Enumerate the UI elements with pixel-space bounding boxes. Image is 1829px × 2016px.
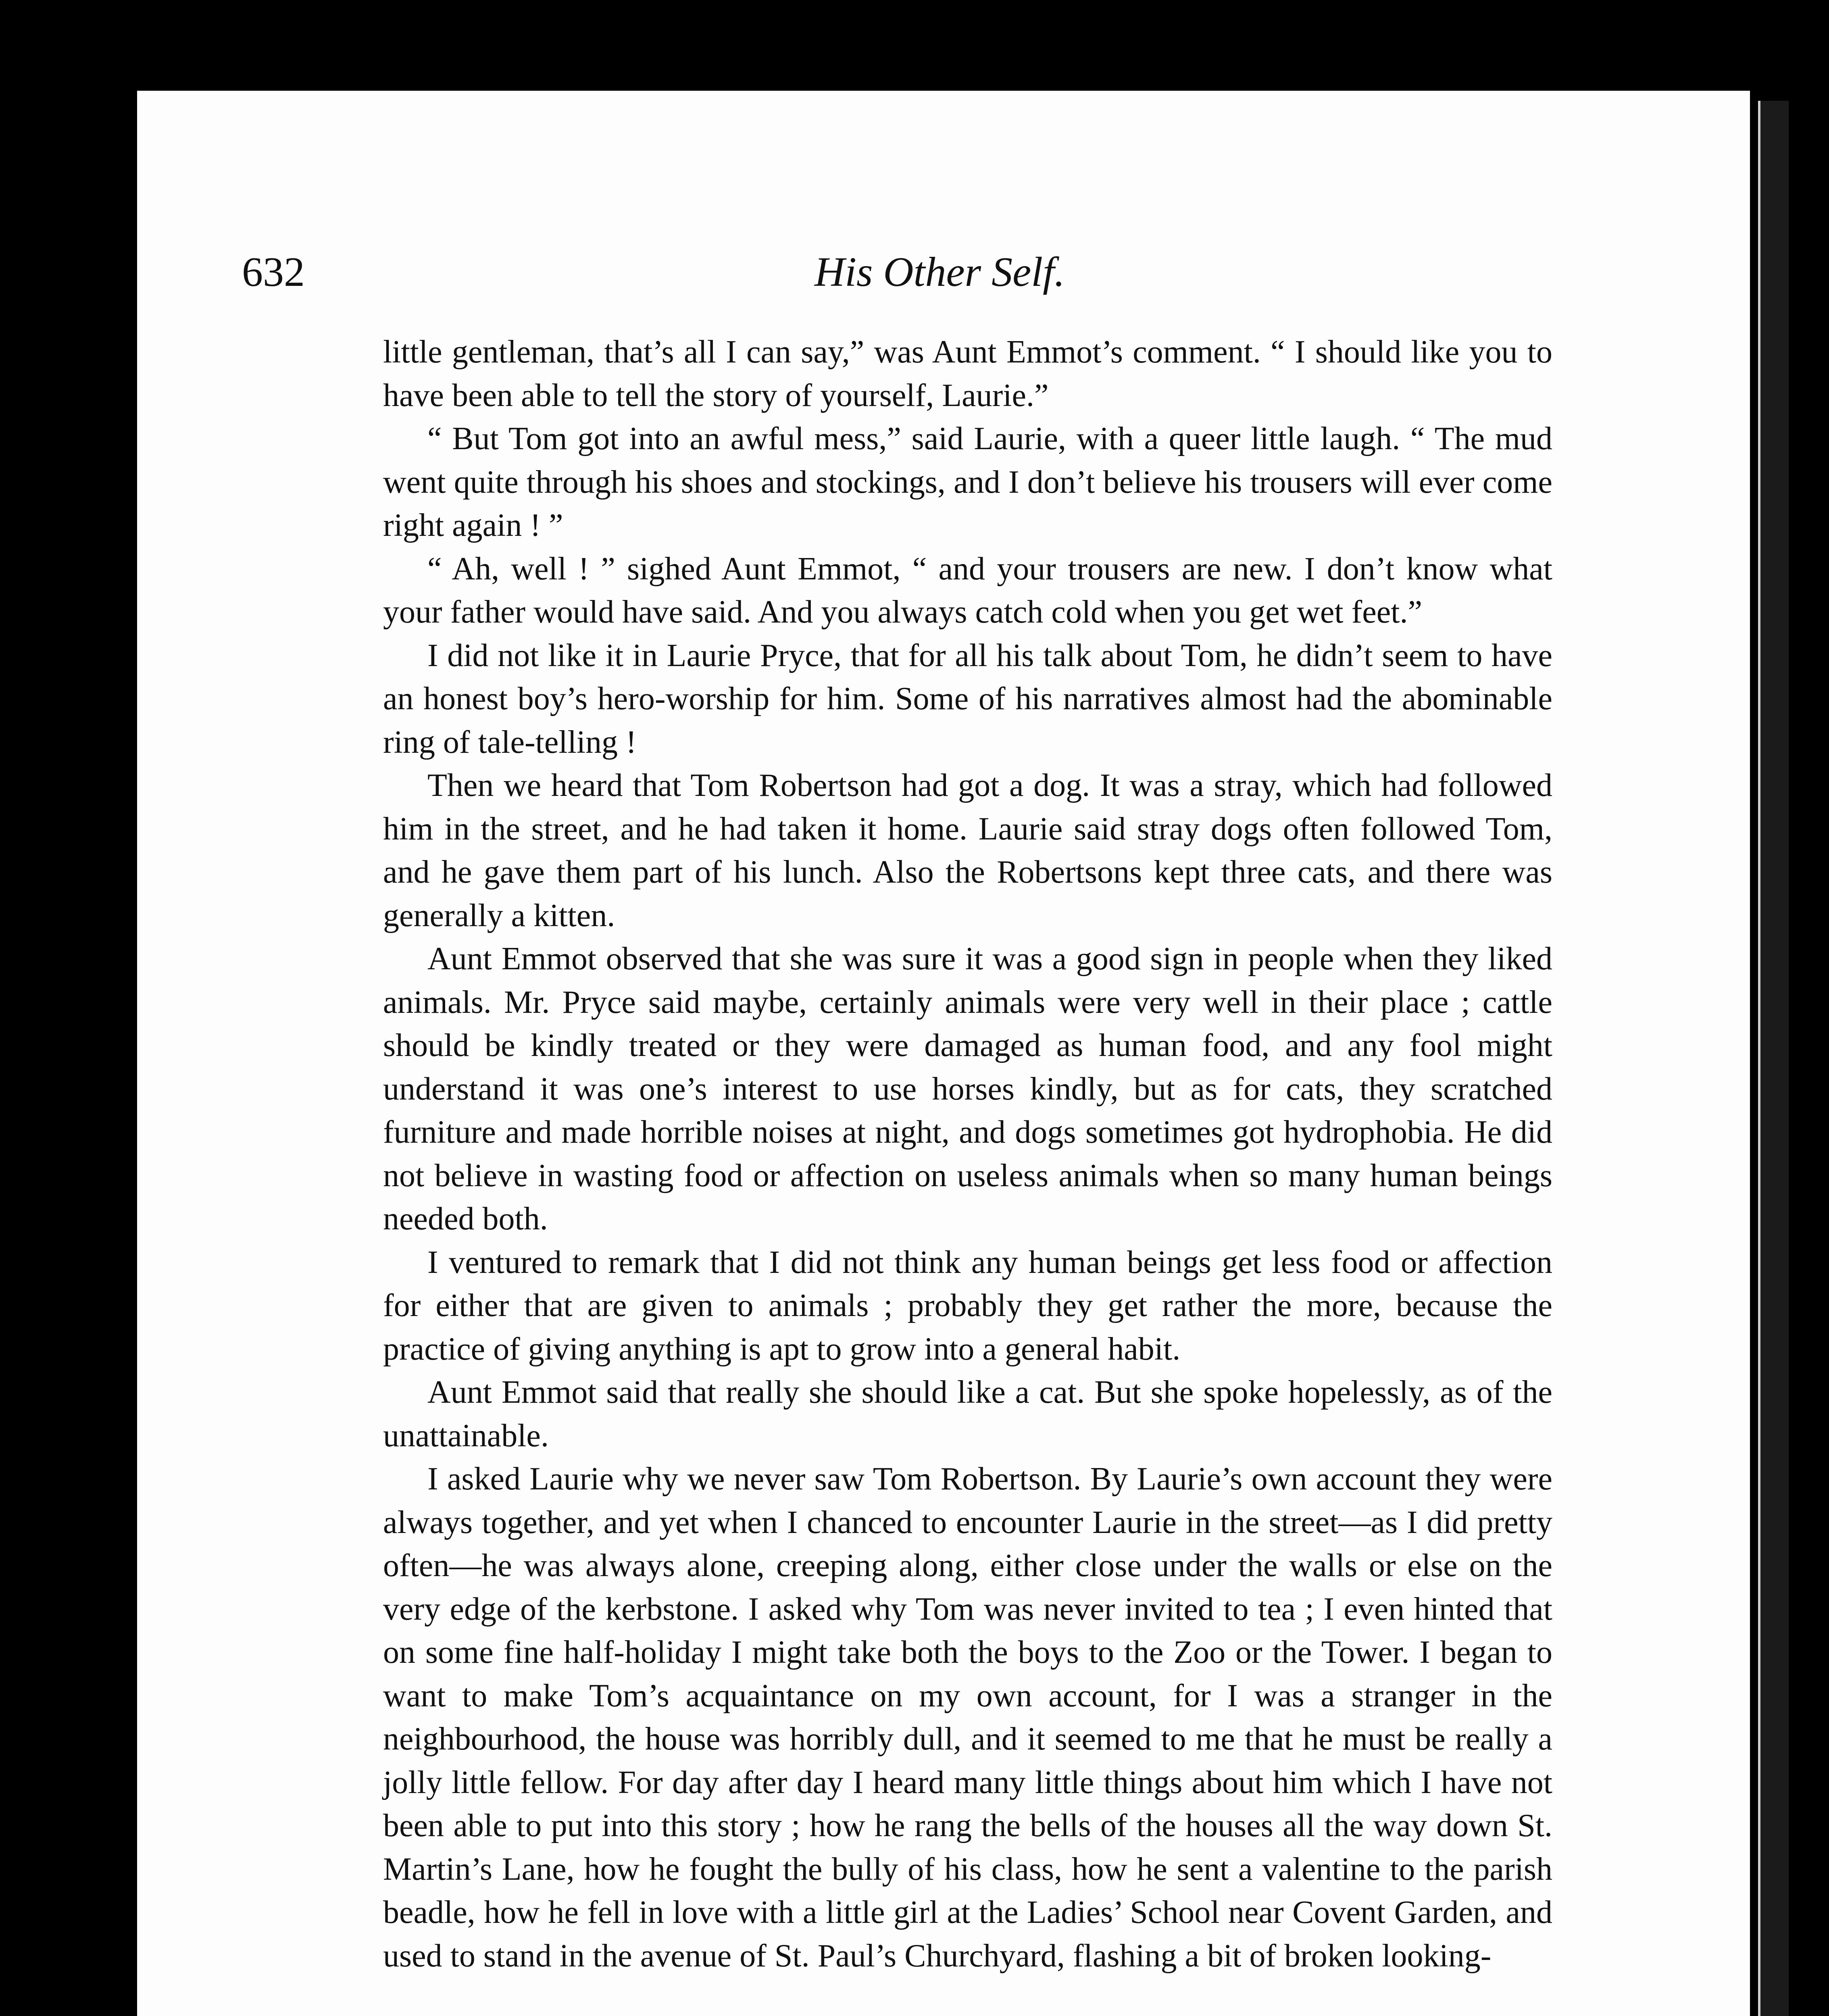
paragraph: “ Ah, well ! ” sighed Aunt Emmot, “ and your trousers are new. I don’t know what your father would have said. And you always catch cold when you get wet feet.” (383, 551, 1552, 630)
paragraph: “ But Tom got into an awful mess,” said Laurie, with a queer little laugh. “ The mud went quite through his shoes and stockings, and I don’t believe his trousers will ever come right again ! ” (383, 421, 1552, 543)
paragraph: Then we heard that Tom Robertson had got a dog. It was a stray, which had followed him in the street, and he had taken it home. Laurie said stray dogs often followed Tom, and he gave them part of his lunch. Also the Robertsons kept three cats, and there was generally a kitten. (383, 768, 1552, 933)
paragraph: Aunt Emmot said that really she should like a cat. But she spoke hopelessly, as of the unattainable. (383, 1375, 1552, 1454)
adjacent-page-edge (1758, 101, 1789, 2016)
running-title: His Other Self. (815, 249, 1065, 295)
paragraph: I asked Laurie why we never saw Tom Robertson. By Laurie’s own account they were always together, and yet when I chanced to encounter Laurie in the street—as I did pretty often—he was always alone, creeping along, either close under the walls or else on the very edge of the kerbstone. I asked why Tom was never invited to tea ; I even hinted that on some fine half-holiday I might take both the boys to the Zoo or the Tower. I began to want to make Tom’s acquaintance on my own account, for I was a stranger in the neighbourhood, the house was horribly dull, and it seemed to me that he must be really a jolly little fellow. For day after day I heard many little things about him which I have not been able to put into this story ; how he rang the bells of the houses all the way down St. Martin’s Lane, how he fought the bully of his class, how he sent a valentine to the parish beadle, how he fell in love with a little girl at the Ladies’ School near Covent Garden, and used to stand in the avenue of St. Paul’s Churchyard, flashing a bit of broken looking- (383, 1461, 1552, 1974)
paragraph: little gentleman, that’s all I can say,” was Aunt Emmot’s comment. “ I should like you to have been able to tell the story of yourself, Laurie.” (383, 334, 1552, 413)
page-header (242, 248, 1556, 304)
paragraph: Aunt Emmot observed that she was sure it was a good sign in people when they liked animals. Mr. Pryce said maybe, certainly animals were very well in their place ; cattle should be kindly treated or they were damaged as human food, and any fool might understand it was one’s interest to use horses kindly, but as for cats, they scratched furniture and made horrible noises at night, and dogs sometimes got hydrophobia. He did not believe in wasting food or affection on useless animals when so many human beings needed both. (383, 941, 1552, 1237)
body-text (383, 331, 1552, 1978)
paragraph: I did not like it in Laurie Pryce, that for all his talk about Tom, he didn’t seem to have an honest boy’s hero-worship for him. Some of his narratives almost had the abominable ring of tale-telling ! (383, 637, 1552, 760)
page-number: 632 (242, 249, 305, 295)
paragraph: I ventured to remark that I did not think any human beings get less food or affection for either that are given to animals ; probably they get rather the more, because the practice of giving anything is apt to grow into a general habit. (383, 1244, 1552, 1367)
